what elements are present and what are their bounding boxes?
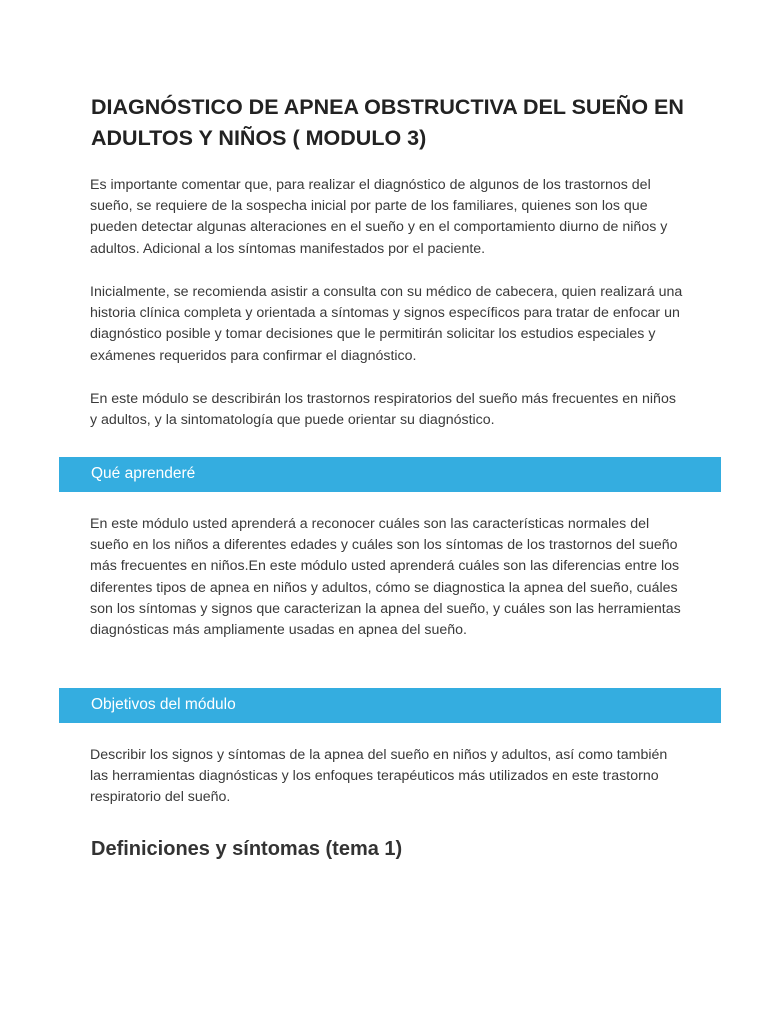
section-body-objetivos: Describir los signos y síntomas de la apnea del sueño en niños y adultos, así como también las herramientas diagnósticas y los enfoques terapéuticos más utilizados en este trastorno respiratorio del sueño. (90, 747, 668, 806)
intro-paragraph: Es importante comentar que, para realizar el diagnóstico de algunos de los trastornos del sueño, se requiere de la sospecha inicial por parte de los familiares, quienes son los que pueden detectar algunas alteraciones en el sueño y en el comportamiento diurno de niños y adultos. Adicional a los síntomas manifestados por el paciente. (90, 177, 668, 257)
section-heading: Qué aprenderé (91, 465, 196, 482)
intro-paragraph: En este módulo se describirán los trastornos respiratorios del sueño más frecuentes en niños y adultos, y la sintomatología que puede orientar su diagnóstico. (90, 391, 676, 429)
topic-heading: Definiciones y síntomas (tema 1) (91, 838, 403, 860)
section-header-que-aprendere (59, 457, 721, 492)
intro-paragraph: Inicialmente, se recomienda asistir a consulta con su médico de cabecera, quien realizará una historia clínica completa y orientada a síntomas y signos específicos para tratar de enfocar un diagnóstico posible y tomar decisiones que le permitirán solicitar los estudios especiales y exámenes requeridos para confirmar el diagnóstico. (90, 284, 683, 364)
document-title: DIAGNÓSTICO DE APNEA OBSTRUCTIVA DEL SUEÑO EN ADULTOS Y NIÑOS ( MODULO 3) (91, 95, 684, 150)
section-body-que-aprendere: En este módulo usted aprenderá a reconocer cuáles son las características normales del sueño en los niños a diferentes edades y cuáles son los síntomas de los trastornos del sueño más frecuentes en niños.En este módulo usted aprenderá cuáles son las diferencias entre los diferentes tipos de apnea en niños y adultos, cómo se diagnostica la apnea del sueño, cuáles son los síntomas y signos que caracterizan la apnea del sueño, y cuáles son las herramientas diagnósticas más ampliamente usadas en apnea del sueño. (90, 516, 681, 639)
section-heading: Objetivos del módulo (91, 696, 236, 713)
section-header-objetivos (59, 688, 721, 723)
